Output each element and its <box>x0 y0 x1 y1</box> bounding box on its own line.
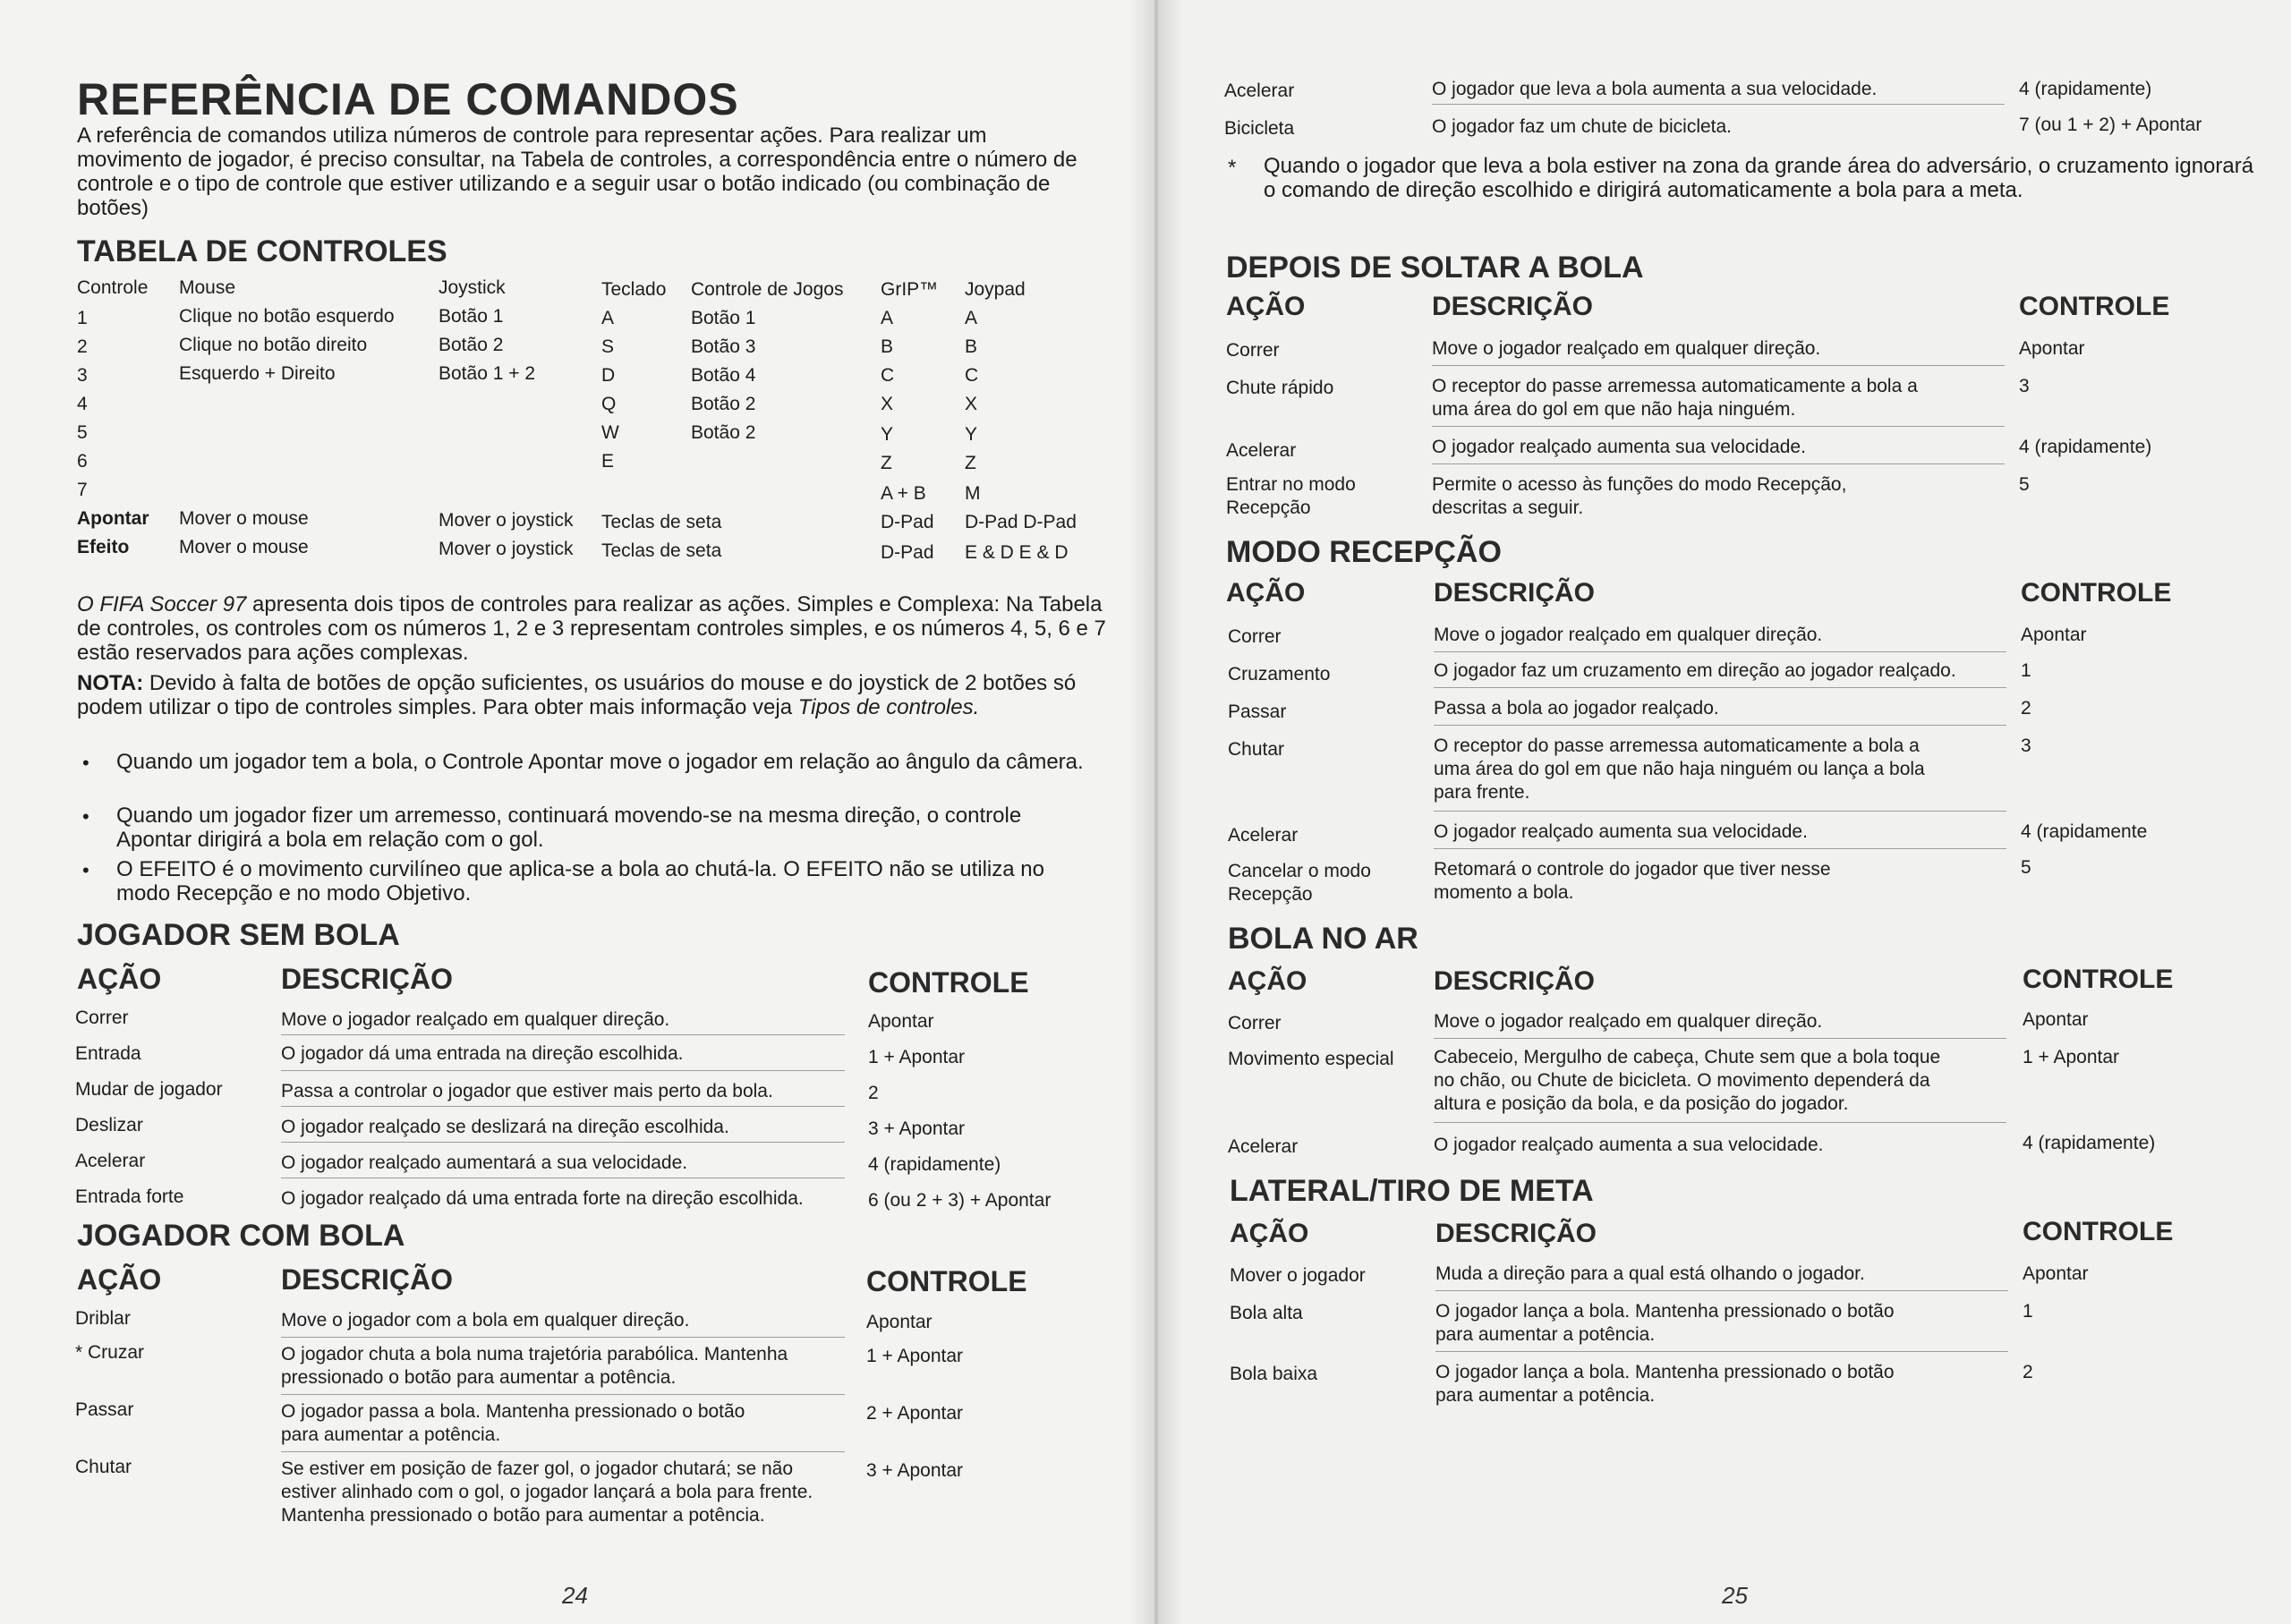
footnote: Quando o jogador que leva a bola estiver na zona da grande área do adversário, o cruzamento ignorará o comando de direção escolhido e dirigirá automaticamente a bola para a meta. <box>1264 154 2254 202</box>
desc-cell: pressionado o botão para aumentar a potência. <box>281 1367 677 1388</box>
control-types-paragraph <box>77 592 1106 665</box>
desc-cell: Muda a direção para a qual está olhando o jogador. <box>1435 1263 1865 1284</box>
table-cell: Mover o joystick <box>439 539 574 559</box>
acao-cell: Bola baixa <box>1230 1364 1318 1384</box>
section-title-soltar: DEPOIS DE SOLTAR A BOLA <box>1226 251 1644 285</box>
table-cell: D-Pad D-Pad <box>965 512 1077 532</box>
ctrl-cell: Apontar <box>2023 1263 2089 1284</box>
table-header-controle: Controle <box>77 277 149 298</box>
acao-cell: Bola alta <box>1230 1303 1303 1323</box>
page-number: 25 <box>1722 1582 1748 1609</box>
row-divider <box>1434 811 2006 812</box>
col-head-descricao: DESCRIÇÃO <box>1434 966 1596 996</box>
col-head-acao: AÇÃO <box>1226 292 1306 321</box>
acao-cell: Mudar de jogador <box>75 1079 223 1100</box>
desc-cell: O jogador realçado aumentará a sua velocidade. <box>281 1152 688 1173</box>
acao-cell: Cancelar o modo <box>1228 861 1371 881</box>
col-head-controle: CONTROLE <box>2021 578 2172 608</box>
acao-cell: Acelerar <box>1224 81 1295 101</box>
table-header-teclado: Teclado <box>601 279 667 300</box>
table-cell: A + B <box>881 483 926 504</box>
table-cell: D-Pad <box>881 512 934 532</box>
table-cell: Botão 2 <box>691 394 756 414</box>
table-cell: Clique no botão esquerdo <box>179 306 395 327</box>
col-head-descricao: DESCRIÇÃO <box>1434 578 1596 608</box>
acao-cell: Chutar <box>1228 739 1285 760</box>
table-cell: Q <box>601 394 617 414</box>
col-head-descricao: DESCRIÇÃO <box>281 1263 454 1296</box>
ctrl-cell: Apontar <box>866 1312 933 1332</box>
desc-cell: estiver alinhado com o gol, o jogador lançará a bola para frente. <box>281 1482 813 1502</box>
ctrl-cell: 3 <box>2019 376 2030 396</box>
col-head-controle: CONTROLE <box>866 1265 1027 1297</box>
row-divider <box>281 1070 845 1071</box>
table-cell: 4 <box>77 394 88 414</box>
section-title-sem-bola: JOGADOR SEM BOLA <box>77 918 400 952</box>
bullet-dot: • <box>82 859 89 881</box>
table-cell: Teclas de seta <box>601 512 722 532</box>
desc-cell: para frente. <box>1434 782 1530 803</box>
table-cell: X <box>965 394 978 414</box>
desc-cell: Move o jogador realçado em qualquer direção. <box>1432 338 1821 359</box>
table-header-grip: GrIP™ <box>881 279 939 300</box>
desc-cell: O jogador realçado se deslizará na direção escolhida. <box>281 1117 729 1137</box>
desc-cell: O jogador passa a bola. Mantenha pressionado o botão <box>281 1401 745 1422</box>
row-divider <box>1435 1351 2008 1352</box>
row-divider <box>281 1106 845 1107</box>
bullet-item: Quando um jogador tem a bola, o Controle Apontar move o jogador em relação ao ângulo da câmera. <box>116 750 1084 774</box>
desc-cell: para aumentar a potência. <box>1435 1385 1656 1406</box>
table-cell: A <box>601 308 615 328</box>
desc-cell: altura e posição da bola, e da posição do jogador. <box>1434 1093 1849 1114</box>
section-title-recepcao: MODO RECEPÇÃO <box>1226 535 1502 569</box>
ctrl-cell: 2 + Apontar <box>866 1403 964 1424</box>
table-cell: M <box>965 483 981 504</box>
table-cell: Botão 1 <box>439 306 504 327</box>
desc-cell: para aumentar a potência. <box>1435 1324 1656 1345</box>
ctrl-cell: 6 (ou 2 + 3) + Apontar <box>868 1190 1052 1211</box>
row-divider <box>1432 365 2005 366</box>
intro-paragraph: A referência de comandos utiliza números de controle para representar ações. Para realizar um movimento de jogador, é preciso consultar, na Tabela de controles, a correspondência entre o número de controle e o tipo de controle que estiver utilizando e a seguir usar o botão indicado (ou combinação de botões) <box>77 123 1077 220</box>
desc-cell: Mantenha pressionado o botão para aumentar a potência. <box>281 1505 765 1526</box>
row-divider <box>1432 426 2005 427</box>
table-header-mouse: Mouse <box>179 277 236 298</box>
ctrl-cell: 4 (rapidamente <box>2021 821 2148 842</box>
col-head-acao: AÇÃO <box>77 963 162 995</box>
ctrl-cell: 7 (ou 1 + 2) + Apontar <box>2019 115 2202 135</box>
desc-cell: O jogador realçado aumenta sua velocidade. <box>1434 821 1808 842</box>
acao-cell: * Cruzar <box>75 1342 145 1363</box>
desc-cell: para aumentar a potência. <box>281 1424 501 1445</box>
col-head-descricao: DESCRIÇÃO <box>281 963 454 995</box>
ctrl-cell: 4 (rapidamente) <box>2019 79 2152 99</box>
ctrl-cell: Apontar <box>2021 625 2087 645</box>
desc-cell: O jogador que leva a bola aumenta a sua velocidade. <box>1432 79 1878 99</box>
acao-cell: Mover o jogador <box>1230 1265 1366 1286</box>
desc-cell: Retomará o controle do jogador que tiver nesse <box>1434 859 1831 880</box>
table-cell: Z <box>881 453 892 473</box>
bullet-item: Quando um jogador fizer um arremesso, continuará movendo-se na mesma direção, o controle Apontar dirigirá a bola em relação com o gol. <box>116 803 1022 852</box>
table-cell: B <box>965 336 978 357</box>
controls-table-title: TABELA DE CONTROLES <box>77 234 447 268</box>
bullet-dot: • <box>82 752 89 774</box>
desc-cell: Move o jogador com a bola em qualquer direção. <box>281 1310 690 1331</box>
acao-cell: Acelerar <box>1228 1136 1299 1157</box>
ctrl-cell: 1 + Apontar <box>868 1047 966 1067</box>
col-head-controle: CONTROLE <box>868 966 1029 999</box>
row-divider <box>281 1394 845 1395</box>
desc-cell: Passa a bola ao jogador realçado. <box>1434 698 1719 718</box>
ctrl-cell: Apontar <box>868 1011 934 1032</box>
acao-cell: Entrada forte <box>75 1186 184 1207</box>
table-cell: C <box>965 365 979 386</box>
acao-cell: Correr <box>1226 340 1280 361</box>
col-head-descricao: DESCRIÇÃO <box>1432 292 1594 321</box>
table-cell: D-Pad <box>881 542 934 563</box>
table-cell: 2 <box>77 336 88 357</box>
section-title-com-bola: JOGADOR COM BOLA <box>77 1219 405 1253</box>
ctrl-cell: 5 <box>2019 474 2030 495</box>
acao-cell: Bicicleta <box>1224 118 1295 139</box>
col-head-acao: AÇÃO <box>1226 578 1306 608</box>
table-cell: Esquerdo + Direito <box>179 363 336 384</box>
table-header-controle-jogos: Controle de Jogos <box>691 279 844 300</box>
table-cell: Mover o mouse <box>179 508 309 529</box>
col-head-acao: AÇÃO <box>1228 966 1307 996</box>
desc-cell: Passa a controlar o jogador que estiver mais perto da bola. <box>281 1081 773 1101</box>
game-title-italic: O FIFA Soccer 97 <box>77 592 247 616</box>
page-number: 24 <box>562 1582 588 1609</box>
row-divider <box>1434 848 2006 849</box>
ctrl-cell: 4 (rapidamente) <box>868 1154 1001 1175</box>
table-cell: A <box>881 308 894 328</box>
desc-cell: Permite o acesso às funções do modo Recepção, <box>1432 474 1847 495</box>
table-cell: Efeito <box>77 537 130 557</box>
desc-cell: O jogador faz um cruzamento em direção ao jogador realçado. <box>1434 660 1956 681</box>
acao-cell: Correr <box>75 1008 129 1028</box>
nota-label: NOTA: <box>77 671 144 695</box>
desc-cell: descritas a seguir. <box>1432 497 1584 518</box>
desc-cell: uma área do gol em que não haja ninguém. <box>1432 399 1796 420</box>
table-cell: B <box>881 336 894 357</box>
table-cell: 6 <box>77 451 88 472</box>
desc-cell: O jogador lança a bola. Mantenha pressionado o botão <box>1435 1362 1895 1382</box>
col-head-acao: AÇÃO <box>77 1263 162 1296</box>
table-header-joystick: Joystick <box>439 277 506 298</box>
bullet-dot: • <box>82 805 89 828</box>
table-cell: D <box>601 365 616 386</box>
ctrl-cell: 3 + Apontar <box>868 1118 966 1139</box>
ctrl-cell: Apontar <box>2023 1009 2089 1030</box>
section-title-lateral: LATERAL/TIRO DE META <box>1230 1174 1594 1208</box>
acao-cell: Acelerar <box>1228 825 1299 846</box>
acao-cell: Acelerar <box>1226 440 1297 461</box>
acao-cell: Movimento especial <box>1228 1049 1394 1069</box>
table-cell: Botão 4 <box>691 365 756 386</box>
desc-cell: O receptor do passe arremessa automaticamente a bola a <box>1434 735 1920 756</box>
desc-cell: O receptor do passe arremessa automaticamente a bola a <box>1432 376 1918 396</box>
acao-cell: Recepção <box>1228 884 1313 905</box>
table-header-joypad: Joypad <box>965 279 1026 300</box>
acao-cell: Chute rápido <box>1226 378 1334 398</box>
table-cell: 5 <box>77 422 88 443</box>
table-cell: Mover o mouse <box>179 537 309 557</box>
nota-paragraph <box>77 671 1106 719</box>
table-cell: 1 <box>77 308 88 328</box>
acao-cell: Recepção <box>1226 497 1311 518</box>
ctrl-cell: 2 <box>2021 698 2031 718</box>
ctrl-cell: 2 <box>2023 1362 2033 1382</box>
row-divider <box>1434 687 2006 688</box>
row-divider <box>1435 1290 2008 1291</box>
acao-cell: Entrar no modo <box>1226 474 1356 495</box>
table-cell: Z <box>965 453 976 473</box>
table-cell: Clique no botão direito <box>179 335 368 355</box>
acao-cell: Cruzamento <box>1228 664 1331 684</box>
desc-cell: uma área do gol em que não haja ninguém ou lança a bola <box>1434 759 1925 779</box>
ctrl-cell: Apontar <box>2019 338 2085 359</box>
desc-cell: Move o jogador realçado em qualquer direção. <box>281 1009 670 1030</box>
row-divider <box>1432 104 2005 105</box>
desc-cell: Move o jogador realçado em qualquer direção. <box>1434 625 1823 645</box>
row-divider <box>281 1451 845 1452</box>
acao-cell: Passar <box>75 1399 134 1420</box>
acao-cell: Acelerar <box>75 1151 146 1171</box>
table-cell: Apontar <box>77 508 149 529</box>
desc-cell: momento a bola. <box>1434 882 1574 903</box>
desc-cell: no chão, ou Chute de bicicleta. O movimento dependerá da <box>1434 1070 1930 1091</box>
ctrl-cell: 5 <box>2021 857 2031 878</box>
desc-cell: O jogador lança a bola. Mantenha pressionado o botão <box>1435 1301 1895 1322</box>
page-25 <box>1154 0 2291 1624</box>
table-cell: X <box>881 394 894 414</box>
col-head-acao: AÇÃO <box>1230 1219 1309 1248</box>
table-cell: C <box>881 365 895 386</box>
row-divider <box>1434 1038 2006 1039</box>
table-cell: Teclas de seta <box>601 540 722 561</box>
row-divider <box>281 1142 845 1143</box>
col-head-controle: CONTROLE <box>2023 1217 2174 1246</box>
table-cell: S <box>601 336 615 357</box>
ctrl-cell: 2 <box>868 1083 879 1103</box>
ctrl-cell: 1 <box>2023 1301 2033 1322</box>
ctrl-cell: 4 (rapidamente) <box>2023 1133 2156 1153</box>
ctrl-cell: 3 + Apontar <box>866 1460 964 1481</box>
table-cell: Y <box>965 424 978 445</box>
row-divider <box>1434 1122 2006 1123</box>
table-cell: Botão 1 + 2 <box>439 363 536 384</box>
desc-cell: O jogador dá uma entrada na direção escolhida. <box>281 1043 684 1064</box>
ctrl-cell: 1 + Apontar <box>866 1346 964 1366</box>
table-cell: 3 <box>77 365 88 386</box>
ctrl-cell: 1 + Apontar <box>2023 1047 2120 1067</box>
table-cell: Botão 2 <box>439 335 504 355</box>
table-cell: W <box>601 422 619 443</box>
acao-cell: Passar <box>1228 701 1287 722</box>
acao-cell: Entrada <box>75 1043 141 1064</box>
table-cell: E <box>601 451 615 472</box>
row-divider <box>281 1034 845 1035</box>
nota-text: Devido à falta de botões de opção suficientes, os usuários do mouse e do joystick de 2 botões só podem utilizar o tipo de controles simples. Para obter mais informação veja <box>77 671 1077 719</box>
table-cell: Y <box>881 424 894 445</box>
desc-cell: Se estiver em posição de fazer gol, o jogador chutará; se não <box>281 1458 794 1479</box>
acao-cell: Deslizar <box>75 1115 143 1135</box>
footnote-star: * <box>1228 156 1237 180</box>
bullet-item: O EFEITO é o movimento curvilíneo que aplica-se a bola ao chutá-la. O EFEITO não se utiliza no modo Recepção e no modo Objetivo. <box>116 857 1044 906</box>
table-cell: Botão 3 <box>691 336 756 357</box>
row-divider <box>1434 725 2006 726</box>
ctrl-cell: 1 <box>2021 660 2031 681</box>
acao-cell: Correr <box>1228 626 1282 647</box>
desc-cell: O jogador realçado dá uma entrada forte na direção escolhida. <box>281 1188 804 1209</box>
row-divider <box>1432 463 2005 464</box>
table-cell: E & D E & D <box>965 542 1069 563</box>
desc-cell: O jogador realçado aumenta sua velocidade. <box>1432 437 1806 457</box>
desc-cell: O jogador chuta a bola numa trajetória parabólica. Mantenha <box>281 1344 788 1365</box>
col-head-descricao: DESCRIÇÃO <box>1435 1219 1597 1248</box>
acao-cell: Correr <box>1228 1013 1282 1033</box>
desc-cell: Move o jogador realçado em qualquer direção. <box>1434 1011 1823 1032</box>
row-divider <box>1434 651 2006 652</box>
ctrl-cell: 3 <box>2021 735 2031 756</box>
table-cell: Mover o joystick <box>439 510 574 531</box>
control-types-text: apresenta dois tipos de controles para realizar as ações. Simples e Complexa: Na Tabela de controles, os controles com os números 1, 2 e 3 representam controles simples, e os números 4, 5, 6 e 7 estão reservados para ações complexas. <box>77 592 1106 665</box>
col-head-controle: CONTROLE <box>2023 965 2174 994</box>
table-cell: Botão 1 <box>691 308 756 328</box>
page-title: REFERÊNCIA DE COMANDOS <box>77 74 739 124</box>
book-gutter <box>1129 0 1183 1624</box>
col-head-controle: CONTROLE <box>2019 292 2170 321</box>
nota-link-italic: Tipos de controles. <box>797 695 980 719</box>
ctrl-cell: 4 (rapidamente) <box>2019 437 2152 457</box>
table-cell: 7 <box>77 480 88 500</box>
table-cell: Botão 2 <box>691 422 756 443</box>
section-title-bola-ar: BOLA NO AR <box>1228 922 1418 956</box>
row-divider <box>281 1337 845 1338</box>
desc-cell: O jogador realçado aumenta a sua velocidade. <box>1434 1135 1824 1155</box>
table-cell: A <box>965 308 978 328</box>
desc-cell: Cabeceio, Mergulho de cabeça, Chute sem que a bola toque <box>1434 1047 1941 1067</box>
acao-cell: Driblar <box>75 1308 131 1329</box>
desc-cell: O jogador faz um chute de bicicleta. <box>1432 116 1733 137</box>
acao-cell: Chutar <box>75 1457 132 1477</box>
